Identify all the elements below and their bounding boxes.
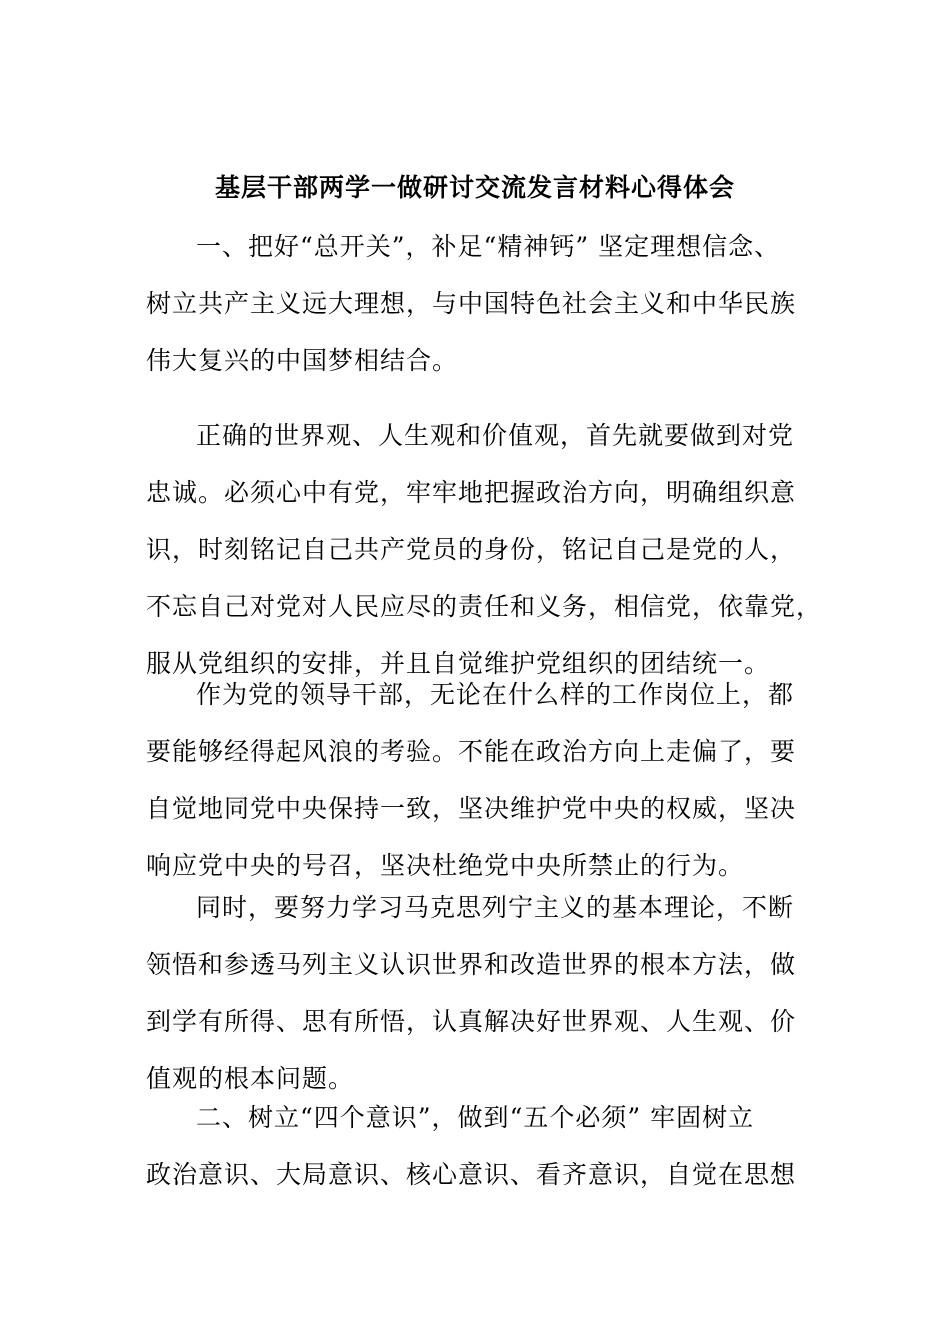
document-title: 基层干部两学一做研讨交流发言材料心得体会 xyxy=(214,173,735,202)
paragraph-line: 作为党的领导干部，无论在什么样的工作岗位上，都 xyxy=(196,680,795,709)
paragraph-1 xyxy=(146,218,806,389)
paragraph-2 xyxy=(146,407,823,692)
paragraph-line: 树立共产主义远大理想，与中国特色社会主义和中华民族 xyxy=(146,289,797,318)
paragraph-line: 自觉地同党中央保持一致，坚决维护党中央的权威，坚决 xyxy=(146,794,797,823)
paragraph-line: 不忘自己对党对人民应尽的责任和义务，相信党，依靠党， xyxy=(146,592,823,621)
paragraph-line: 正确的世界观、人生观和价值观，首先就要做到对党 xyxy=(196,421,795,450)
paragraph-line: 二、树立“四个意识”，做到“五个必须” 牢固树立 xyxy=(196,1103,755,1132)
paragraph-line: 一、把好“总开关”，补足“精神钙” 坚定理想信念、 xyxy=(196,232,781,261)
paragraph-line: 响应党中央的号召，坚决杜绝党中央所禁止的行为。 xyxy=(146,851,745,880)
paragraph-line: 到学有所得、思有所悟，认真解决好世界观、人生观、价 xyxy=(146,1007,797,1036)
paragraph-3 xyxy=(146,666,806,894)
paragraph-line: 值观的根本问题。 xyxy=(146,1064,355,1093)
paragraph-line: 伟大复兴的中国梦相结合。 xyxy=(146,346,459,375)
paragraph-line: 领悟和参透马列主义认识世界和改造世界的根本方法，做 xyxy=(146,950,797,979)
paragraph-4 xyxy=(146,879,806,1107)
paragraph-5 xyxy=(146,1089,806,1203)
paragraph-line: 识，时刻铭记自己共产党员的身份，铭记自己是党的人， xyxy=(146,535,797,564)
paragraph-line: 同时，要努力学习马克思列宁主义的基本理论，不断 xyxy=(196,893,795,922)
paragraph-line: 服从党组织的安排，并且自觉维护党组织的团结统一。 xyxy=(146,649,771,678)
paragraph-line: 政治意识、大局意识、核心意识、看齐意识，自觉在思想 xyxy=(146,1160,797,1189)
paragraph-line: 忠诚。必须心中有党，牢牢地把握政治方向，明确组织意 xyxy=(146,478,797,507)
paragraph-line: 要能够经得起风浪的考验。不能在政治方向上走偏了，要 xyxy=(146,737,797,766)
